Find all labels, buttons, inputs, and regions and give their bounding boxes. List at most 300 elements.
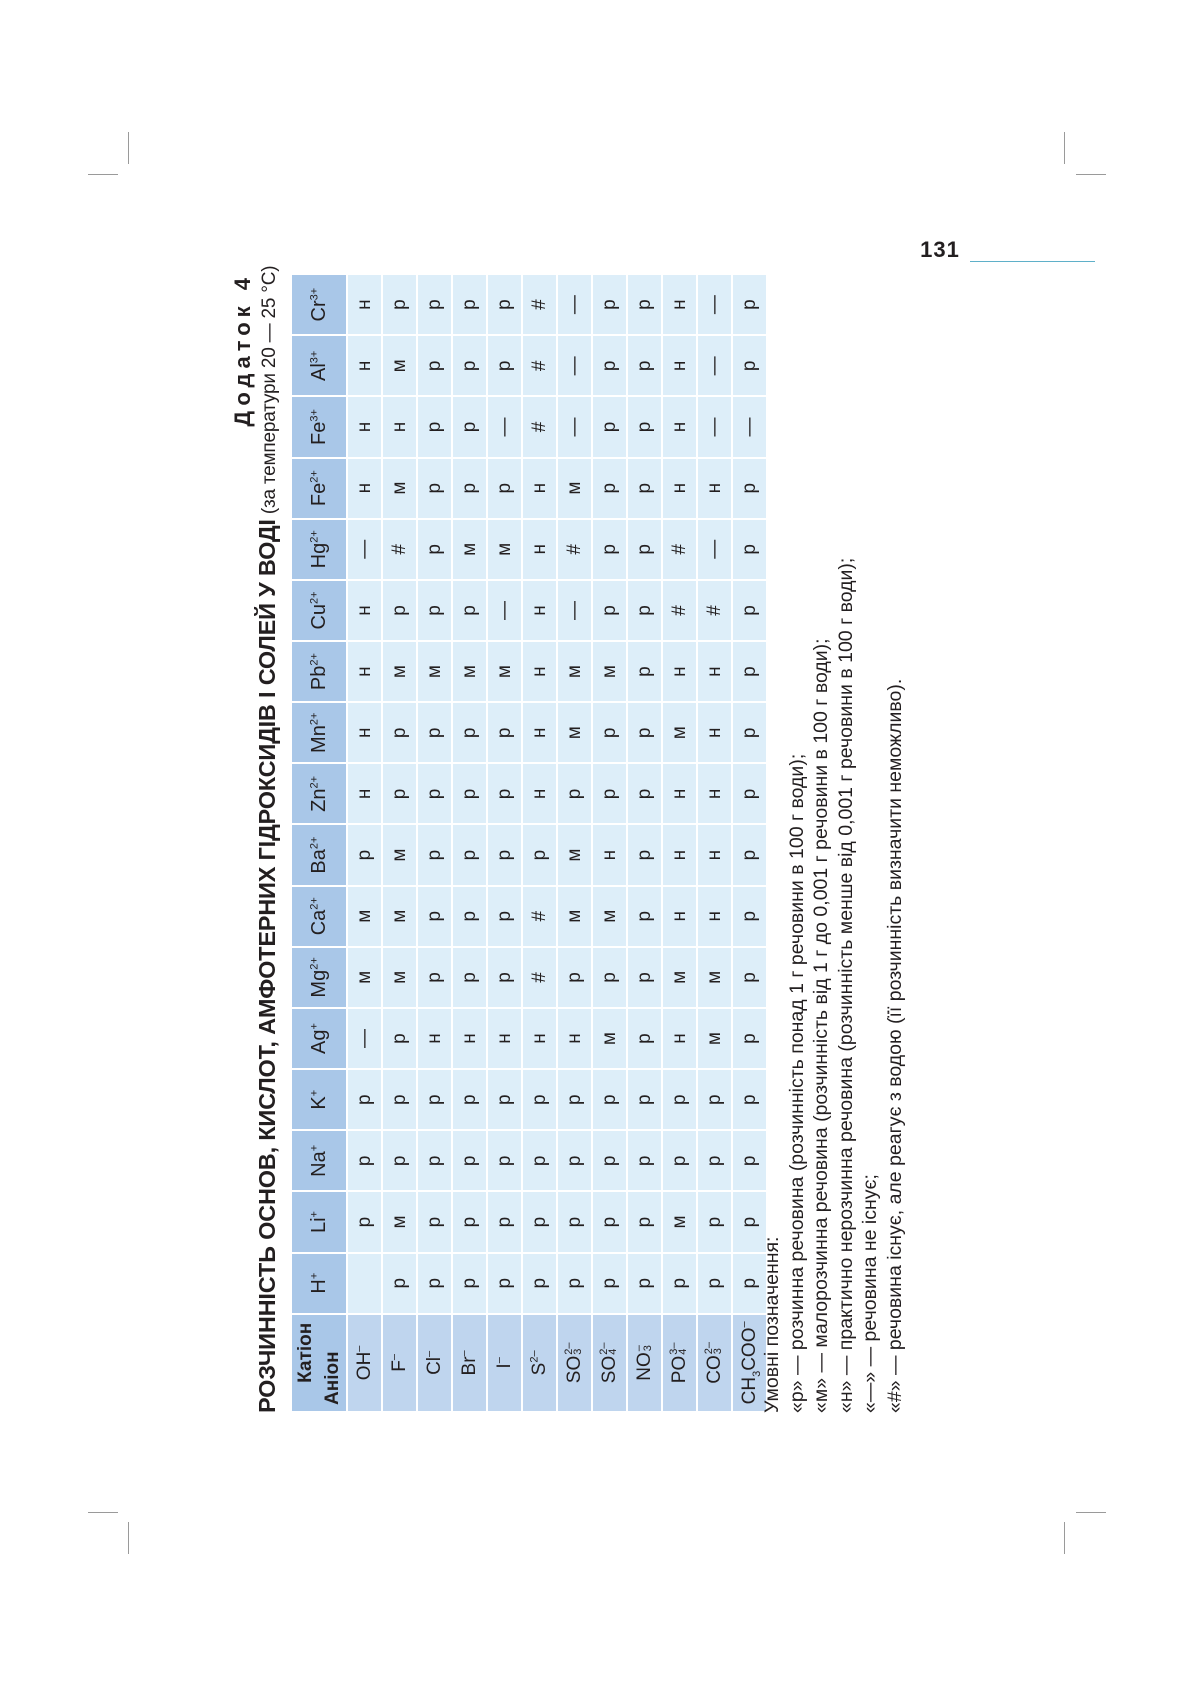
table-row [522, 274, 557, 1412]
ion-formula: $Hg^{2+}$ [307, 530, 330, 569]
solubility-cell: р [697, 1253, 732, 1314]
cation-header-hplus [291, 1253, 347, 1314]
table-row [627, 274, 662, 1412]
solubility-cell: н [347, 763, 382, 824]
solubility-cell: р [417, 274, 452, 335]
solubility-cell: н [662, 1008, 697, 1069]
solubility-cell: # [522, 886, 557, 947]
solubility-cell: н [522, 702, 557, 763]
solubility-cell: р [662, 1130, 697, 1191]
solubility-cell: н [662, 641, 697, 702]
solubility-cell: н [592, 825, 627, 886]
table-body [347, 274, 767, 1412]
solubility-cell: р [347, 825, 382, 886]
ion-formula: $Cr^{3+}$ [307, 287, 330, 322]
solubility-cell: м [662, 1191, 697, 1252]
legend-item: «р» — розчинна речовина (розчинність понад 1 г речовини в 100 г води); [785, 753, 808, 1413]
table-row [662, 274, 697, 1412]
solubility-cell: м [382, 641, 417, 702]
cation-header-hg2plus [291, 519, 347, 580]
solubility-cell: р [627, 886, 662, 947]
cation-header-mn2plus [291, 702, 347, 763]
table-row [347, 274, 382, 1412]
table-row [417, 274, 452, 1412]
crop-mark [1064, 1522, 1065, 1554]
solubility-cell: м [557, 825, 592, 886]
legend-item: «#» — речовина існує, але реагує з водою (її розчинність визначити неможливо). [883, 678, 906, 1413]
solubility-cell: р [417, 825, 452, 886]
solubility-cell: р [347, 1069, 382, 1130]
solubility-cell: н [662, 335, 697, 396]
solubility-cell: — [557, 274, 592, 335]
solubility-cell: р [487, 886, 522, 947]
header-rule [970, 261, 1095, 262]
table-row [697, 274, 732, 1412]
solubility-cell: р [417, 1253, 452, 1314]
ion-formula: SO 2– 3 [563, 1342, 585, 1384]
solubility-cell: р [487, 458, 522, 519]
anion-header [522, 1314, 557, 1412]
cation-header-kplus [291, 1069, 347, 1130]
title-sub: (за температури 20 — 25 °С) [259, 265, 280, 520]
solubility-cell: н [522, 641, 557, 702]
solubility-cell: н [697, 702, 732, 763]
solubility-cell: р [592, 947, 627, 1008]
solubility-cell: р [732, 1008, 767, 1069]
solubility-cell: м [557, 641, 592, 702]
solubility-cell: р [732, 458, 767, 519]
solubility-cell: — [347, 519, 382, 580]
solubility-cell: р [487, 1069, 522, 1130]
solubility-cell: р [697, 1191, 732, 1252]
solubility-cell: р [417, 702, 452, 763]
solubility-cell: р [452, 947, 487, 1008]
anion-header [627, 1314, 662, 1412]
solubility-cell: р [627, 763, 662, 824]
solubility-cell: н [347, 458, 382, 519]
table-row [382, 274, 417, 1412]
solubility-cell: р [732, 1130, 767, 1191]
solubility-cell: р [417, 1130, 452, 1191]
solubility-cell: р [487, 825, 522, 886]
solubility-cell: р [452, 1130, 487, 1191]
solubility-cell: р [417, 519, 452, 580]
solubility-cell: н [697, 458, 732, 519]
crop-mark [128, 1522, 129, 1554]
solubility-cell: р [487, 763, 522, 824]
solubility-cell: н [662, 458, 697, 519]
solubility-cell: — [697, 396, 732, 457]
solubility-cell: р [627, 580, 662, 641]
cation-header-fe3plus [291, 396, 347, 457]
solubility-cell: р [382, 580, 417, 641]
solubility-cell: н [662, 763, 697, 824]
solubility-cell: р [522, 1069, 557, 1130]
solubility-cell: р [452, 458, 487, 519]
solubility-cell: — [732, 396, 767, 457]
solubility-cell: р [382, 1253, 417, 1314]
solubility-cell: р [592, 1069, 627, 1130]
ion-formula: $Ba^{2+}$ [307, 836, 330, 874]
solubility-cell: — [697, 519, 732, 580]
anion-header [417, 1314, 452, 1412]
solubility-cell: р [592, 1191, 627, 1252]
solubility-cell: р [522, 1130, 557, 1191]
cation-header-zn2plus [291, 763, 347, 824]
ion-formula: NO – 3 [633, 1345, 655, 1381]
table-row [487, 274, 522, 1412]
solubility-cell: м [347, 947, 382, 1008]
solubility-cell: р [522, 1253, 557, 1314]
solubility-cell: м [592, 1008, 627, 1069]
solubility-table [290, 273, 768, 1413]
solubility-cell: н [347, 641, 382, 702]
solubility-cell: р [732, 702, 767, 763]
solubility-cell: н [347, 396, 382, 457]
cation-header-al3plus [291, 335, 347, 396]
solubility-cell: р [522, 1191, 557, 1252]
solubility-cell: р [732, 825, 767, 886]
ion-formula: OH– [353, 1345, 375, 1381]
solubility-cell: н [522, 763, 557, 824]
solubility-cell: н [697, 886, 732, 947]
solubility-cell: р [522, 825, 557, 886]
solubility-cell: р [487, 1130, 522, 1191]
solubility-cell: — [697, 274, 732, 335]
solubility-cell: р [382, 702, 417, 763]
crop-mark [88, 174, 118, 175]
solubility-cell: н [697, 825, 732, 886]
solubility-cell: р [382, 1130, 417, 1191]
solubility-cell: р [627, 1008, 662, 1069]
solubility-cell: р [417, 1069, 452, 1130]
solubility-cell: р [592, 396, 627, 457]
solubility-cell: р [452, 335, 487, 396]
solubility-cell: р [557, 1069, 592, 1130]
solubility-cell: р [732, 1253, 767, 1314]
table-row [592, 274, 627, 1412]
solubility-cell: р [487, 274, 522, 335]
solubility-cell: р [487, 335, 522, 396]
solubility-cell: р [662, 1253, 697, 1314]
ion-formula: $Ca^{2+}$ [307, 897, 330, 936]
ion-formula: CO 2– 3 [703, 1342, 725, 1384]
solubility-cell: м [592, 641, 627, 702]
solubility-cell: р [627, 396, 662, 457]
solubility-cell: р [417, 947, 452, 1008]
solubility-cell: # [382, 519, 417, 580]
solubility-cell: р [452, 274, 487, 335]
anion-header [697, 1314, 732, 1412]
solubility-cell: р [732, 1069, 767, 1130]
solubility-cell: р [557, 1191, 592, 1252]
solubility-cell: р [732, 886, 767, 947]
solubility-cell: # [522, 947, 557, 1008]
solubility-cell: р [627, 1191, 662, 1252]
solubility-cell: # [662, 580, 697, 641]
solubility-cell: н [347, 274, 382, 335]
solubility-cell: р [557, 1130, 592, 1191]
ion-formula: F– [388, 1354, 410, 1372]
solubility-cell: р [382, 274, 417, 335]
legend-heading: Умовні позначення: [761, 1236, 783, 1413]
solubility-cell: р [452, 825, 487, 886]
crop-mark [1064, 132, 1065, 164]
solubility-cell: р [592, 458, 627, 519]
solubility-cell: м [382, 335, 417, 396]
solubility-cell: м [662, 702, 697, 763]
table-row [557, 274, 592, 1412]
cation-header-pb2plus [291, 641, 347, 702]
cation-header-ca2plus [291, 886, 347, 947]
solubility-cell: н [662, 274, 697, 335]
solubility-cell: р [627, 1069, 662, 1130]
solubility-cell: р [487, 1253, 522, 1314]
anion-header [557, 1314, 592, 1412]
ion-formula: $Fe^{2+}$ [307, 470, 330, 507]
solubility-cell: р [662, 1069, 697, 1130]
solubility-cell: р [452, 1253, 487, 1314]
solubility-cell: м [417, 641, 452, 702]
ion-formula: SO 2– 4 [598, 1342, 620, 1384]
solubility-cell: м [382, 1191, 417, 1252]
legend-item: «н» — практично нерозчинна речовина (розчинність менше від 0,001 г речовини в 100 г води); [834, 557, 857, 1413]
solubility-cell: м [592, 886, 627, 947]
solubility-cell: р [417, 396, 452, 457]
crop-mark [88, 1512, 118, 1513]
solubility-cell: — [487, 580, 522, 641]
cation-header-mg2plus [291, 947, 347, 1008]
solubility-cell: н [662, 886, 697, 947]
ion-formula: $Mg^{2+}$ [307, 957, 330, 998]
cation-header-row [291, 274, 347, 1412]
ion-formula: K+ [307, 1089, 330, 1110]
solubility-cell: м [487, 641, 522, 702]
solubility-cell: # [697, 580, 732, 641]
solubility-cell: м [452, 641, 487, 702]
solubility-cell: р [347, 1191, 382, 1252]
solubility-cell: м [452, 519, 487, 580]
solubility-cell: р [452, 763, 487, 824]
solubility-cell: р [452, 886, 487, 947]
solubility-cell: р [417, 580, 452, 641]
solubility-cell: м [697, 947, 732, 1008]
cation-header-agplus [291, 1008, 347, 1069]
solubility-cell: р [627, 825, 662, 886]
solubility-cell: р [592, 1130, 627, 1191]
table-row [452, 274, 487, 1412]
ion-formula: $Pb^{2+}$ [307, 653, 330, 691]
solubility-cell: м [557, 886, 592, 947]
anion-header [487, 1314, 522, 1412]
solubility-cell: # [522, 335, 557, 396]
ion-formula: $CH_3COO^-$ [738, 1321, 763, 1405]
solubility-cell: — [557, 580, 592, 641]
solubility-cell: р [732, 763, 767, 824]
solubility-cell: р [417, 763, 452, 824]
ion-formula: Br– [458, 1350, 480, 1376]
solubility-cell: — [347, 1008, 382, 1069]
corner-cation-label: Катіон [295, 1322, 316, 1383]
solubility-cell: р [732, 519, 767, 580]
ion-formula: Cl– [423, 1350, 445, 1375]
solubility-cell [347, 1253, 382, 1314]
solubility-cell: н [697, 641, 732, 702]
appendix-label: Додаток 4 [230, 273, 255, 427]
anion-header [452, 1314, 487, 1412]
ion-formula: $Zn^{2+}$ [307, 775, 330, 812]
solubility-cell: н [487, 1008, 522, 1069]
solubility-cell: р [592, 763, 627, 824]
solubility-cell: н [347, 580, 382, 641]
solubility-cell: р [592, 519, 627, 580]
anion-header [382, 1314, 417, 1412]
solubility-cell: р [732, 1191, 767, 1252]
solubility-cell: р [452, 580, 487, 641]
solubility-cell: н [522, 1008, 557, 1069]
solubility-cell: н [662, 396, 697, 457]
solubility-cell: м [557, 458, 592, 519]
solubility-cell: р [627, 458, 662, 519]
solubility-cell: р [627, 1253, 662, 1314]
solubility-cell: # [522, 274, 557, 335]
solubility-cell: н [347, 335, 382, 396]
solubility-cell: н [347, 702, 382, 763]
ion-formula: $Fe^{3+}$ [307, 409, 330, 445]
ion-formula: H+ [307, 1272, 330, 1294]
solubility-cell: р [417, 335, 452, 396]
solubility-cell: р [627, 641, 662, 702]
solubility-cell: — [697, 335, 732, 396]
solubility-cell: — [487, 396, 522, 457]
solubility-cell: м [697, 1008, 732, 1069]
solubility-cell: н [417, 1008, 452, 1069]
solubility-cell: р [592, 1253, 627, 1314]
solubility-cell: р [452, 1191, 487, 1252]
solubility-cell: р [627, 335, 662, 396]
cation-header-fe2plus [291, 458, 347, 519]
ion-formula: $S^{2-}$ [528, 1350, 550, 1376]
cation-header-cu2plus [291, 580, 347, 641]
crop-mark [1076, 174, 1106, 175]
solubility-cell: р [592, 274, 627, 335]
legend [760, 558, 907, 1413]
solubility-cell: р [627, 947, 662, 1008]
solubility-cell: р [557, 1253, 592, 1314]
solubility-cell: м [347, 886, 382, 947]
table-title [254, 266, 281, 1413]
cation-header-liplus [291, 1191, 347, 1252]
solubility-cell: р [732, 274, 767, 335]
solubility-cell: — [557, 335, 592, 396]
solubility-cell: м [382, 947, 417, 1008]
solubility-cell: р [627, 1130, 662, 1191]
solubility-cell: — [557, 396, 592, 457]
solubility-cell: р [627, 519, 662, 580]
solubility-cell: р [417, 886, 452, 947]
solubility-cell: р [557, 947, 592, 1008]
anion-header [347, 1314, 382, 1412]
solubility-cell: р [697, 1069, 732, 1130]
crop-mark [1076, 1512, 1106, 1513]
solubility-cell: н [662, 825, 697, 886]
solubility-cell: н [382, 396, 417, 457]
crop-mark [128, 132, 129, 164]
anion-header [662, 1314, 697, 1412]
ion-formula: Li+ [307, 1211, 330, 1234]
solubility-cell: р [382, 1008, 417, 1069]
ion-formula: I– [493, 1357, 515, 1369]
cation-header-cr3plus [291, 274, 347, 335]
ion-formula: $Al^{3+}$ [307, 350, 330, 381]
solubility-cell: # [662, 519, 697, 580]
solubility-cell: м [382, 458, 417, 519]
anion-header [592, 1314, 627, 1412]
solubility-cell: р [487, 947, 522, 1008]
ion-formula: Na+ [307, 1144, 330, 1177]
ion-formula: $Mn^{2+}$ [307, 712, 330, 753]
table-corner [291, 1314, 347, 1412]
solubility-cell: р [417, 1191, 452, 1252]
solubility-cell: р [627, 274, 662, 335]
solubility-cell: н [557, 1008, 592, 1069]
cation-header-naplus [291, 1130, 347, 1191]
solubility-cell: р [592, 580, 627, 641]
solubility-cell: м [557, 702, 592, 763]
solubility-cell: р [557, 763, 592, 824]
solubility-cell: р [627, 702, 662, 763]
solubility-cell: н [452, 1008, 487, 1069]
solubility-cell: # [557, 519, 592, 580]
solubility-cell: р [382, 1069, 417, 1130]
solubility-cell: # [522, 396, 557, 457]
solubility-cell: р [697, 1130, 732, 1191]
legend-item: «—» — речовина не існує; [859, 1174, 881, 1413]
ion-formula: PO 3– 4 [668, 1342, 690, 1384]
solubility-cell: р [592, 335, 627, 396]
solubility-cell: р [347, 1130, 382, 1191]
solubility-cell: м [662, 947, 697, 1008]
solubility-cell: р [732, 947, 767, 1008]
solubility-cell: р [452, 702, 487, 763]
solubility-cell: р [592, 702, 627, 763]
ion-formula: $Cu^{2+}$ [307, 591, 330, 630]
solubility-cell: р [487, 702, 522, 763]
solubility-cell: р [452, 1069, 487, 1130]
solubility-cell: н [697, 763, 732, 824]
solubility-cell: р [732, 335, 767, 396]
solubility-cell: н [522, 580, 557, 641]
solubility-cell: р [487, 1191, 522, 1252]
page-number: 131 [920, 237, 960, 262]
title-main: РОЗЧИННІСТЬ ОСНОВ, КИСЛОТ, АМФОТЕРНИХ ГІДРОКСИДІВ І СОЛЕЙ У ВОДІ [254, 519, 280, 1413]
solubility-cell: р [732, 580, 767, 641]
solubility-cell: м [382, 886, 417, 947]
solubility-cell: р [732, 641, 767, 702]
corner-anion-label: Аніон [322, 1351, 343, 1405]
solubility-cell: р [417, 458, 452, 519]
solubility-cell: р [382, 763, 417, 824]
ion-formula: Ag+ [307, 1023, 330, 1054]
rotated-content [230, 265, 960, 1413]
solubility-cell: м [382, 825, 417, 886]
legend-item: «м» — малорозчинна речовина (розчинність від 1 г до 0,001 г речовини в 100 г води); [810, 638, 832, 1413]
cation-header-ba2plus [291, 825, 347, 886]
solubility-cell: н [522, 519, 557, 580]
solubility-cell: м [487, 519, 522, 580]
solubility-cell: р [452, 396, 487, 457]
solubility-cell: н [522, 458, 557, 519]
